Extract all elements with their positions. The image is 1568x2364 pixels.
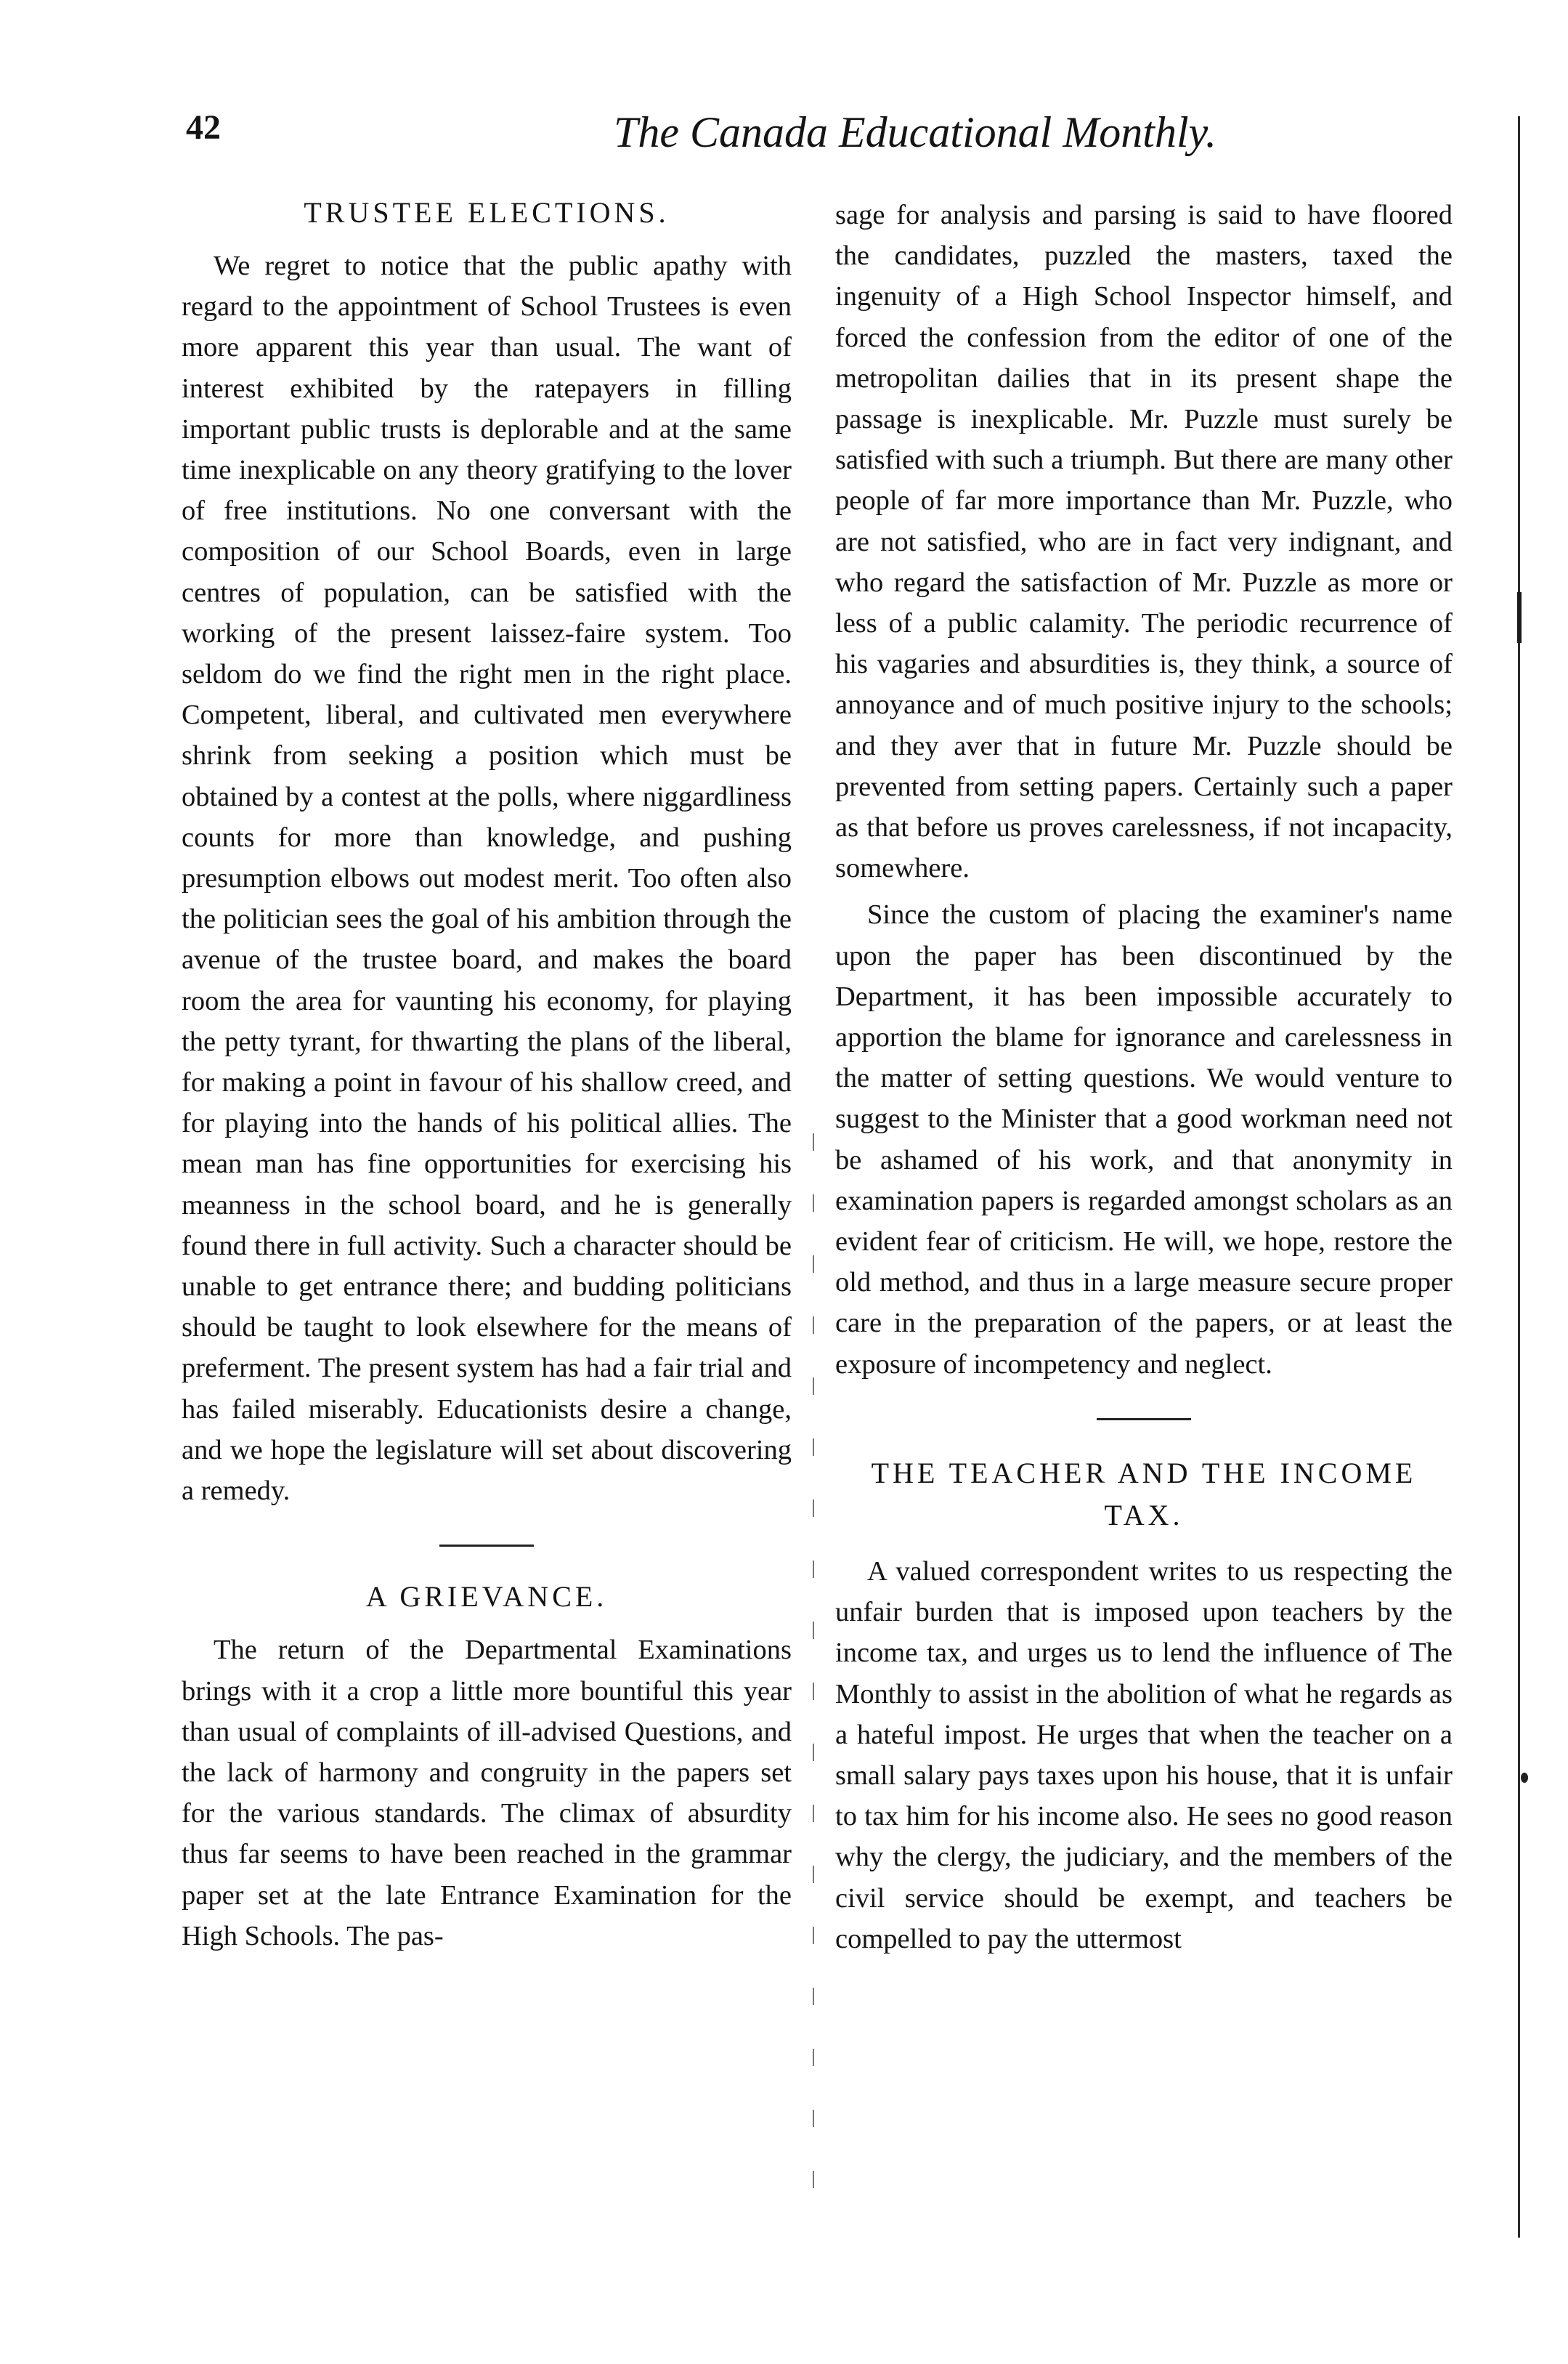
page-number: 42 [186,108,221,147]
trustee-elections-paragraph: We regret to notice that the public apathy with regard to the appointment of School Trustees is even more apparent this year than usual. The want of interest exhibited by the ratepayers in filling important public trusts is deplorable and at the same time inexplicable on any theory gratifying to the lover of free institutions. No one conversant with the composition of our School Boards, even in large centres of population, can be satisfied with the working of the present laissez-faire system. Too seldom do we find the right men in the right place. Competent, liberal, and cultivated men everywhere shrink from seeking a position which must be obtained by a contest at the polls, where niggardliness counts for more than knowledge, and pushing presumption elbows out modest merit. Too often also the politician sees the goal of his ambition through the avenue of the trustee board, and makes the board room the area for vaunting his economy, for playing the petty tyrant, for thwarting the plans of the liberal, for making a point in favour of his shallow creed, and for playing into the hands of his political allies. The mean man has fine opportunities for exercising his meanness in the school board, and he is generally found there in full activity. Such a character should be unable to get entrance there; and budding politicians should be taught to look elsewhere for the means of preferment. The present system has had a fair trial and has failed miserably. Educationists desire a change, and we hope the legislature will set about discovering a remedy. [182,251,792,1507]
running-title: The Canada Educational Monthly. [614,108,1216,156]
page-edge-mark [1517,592,1522,643]
grievance-paragraph-1-continued: sage for analysis and parsing is said to have floored the candidates, puzzled the masters, taxed the ingenuity of a High School Inspector himself, and forced the confession from the editor of one of the metropolitan dailies that in its present shape the passage is inexplicable. Mr. Puzzle must surely be satisfied with such a triumph. But there are many other people of far more importance than Mr. Puzzle, who are not satisfied, who are in fact very indignant, and who regard the satisfaction of Mr. Puzzle as more or less of a public calamity. The periodic recurrence of his vagaries and absurdities is, they think, a source of annoyance and of much positive injury to the schools; and they aver that in future Mr. Puzzle should be prevented from setting papers. Certainly such a paper as that before us proves carelessness, if not incapacity, somewhere. [835,200,1453,884]
income-tax-heading-line-2: TAX. [1104,1498,1184,1531]
right-column [835,195,1453,1965]
section-divider [1097,1418,1191,1420]
page-edge-line [1518,116,1520,2238]
page-edge-dot [1521,1773,1528,1783]
left-column [182,195,792,1962]
income-tax-paragraph: A valued correspondent writes to us respecting the unfair burden that is imposed upon teachers by the income tax, and urges us to lend the influence of The Monthly to assist in the abolition of what he regards as a hateful impost. He urges that when the teacher on a small salary pays taxes upon his house, that it is unfair to tax him for his income also. He sees no good reason why the clergy, the judiciary, and the members of the civil service should be exempt, and teachers be compelled to pay the uttermost [835,1555,1453,1954]
trustee-elections-heading: TRUSTEE ELECTIONS. [304,196,670,229]
income-tax-heading-line-1: THE TEACHER AND THE INCOME [871,1456,1417,1489]
section-divider [439,1545,534,1547]
grievance-paragraph-1: The return of the Departmental Examinations brings with it a crop a little more bountiful this year than usual of complaints of ill-advised Questions, and the lack of harmony and congruity in the papers set for the various standards. The climax of absurdity thus far seems to have been reached in the grammar paper set at the late Entrance Examination for the High Schools. The pas- [182,1635,792,1951]
income-tax-heading [835,1452,1453,1537]
column-gutter-marks [813,1133,814,2230]
grievance-paragraph-2: Since the custom of placing the examiner's name upon the paper has been discontinued by the Department, it has been impossible accurately to apportion the blame for ignorance and carelessness in the matter of setting questions. We would venture to suggest to the Minister that a good workman need not be ashamed of his work, and that anonymity in examination papers is regarded amongst scholars as an evident fear of criticism. He will, we hope, restore the old method, and thus in a large measure secure proper care in the preparation of the papers, or at least the exposure of incompetency and neglect. [835,899,1453,1380]
grievance-heading: A GRIEVANCE. [365,1580,608,1614]
